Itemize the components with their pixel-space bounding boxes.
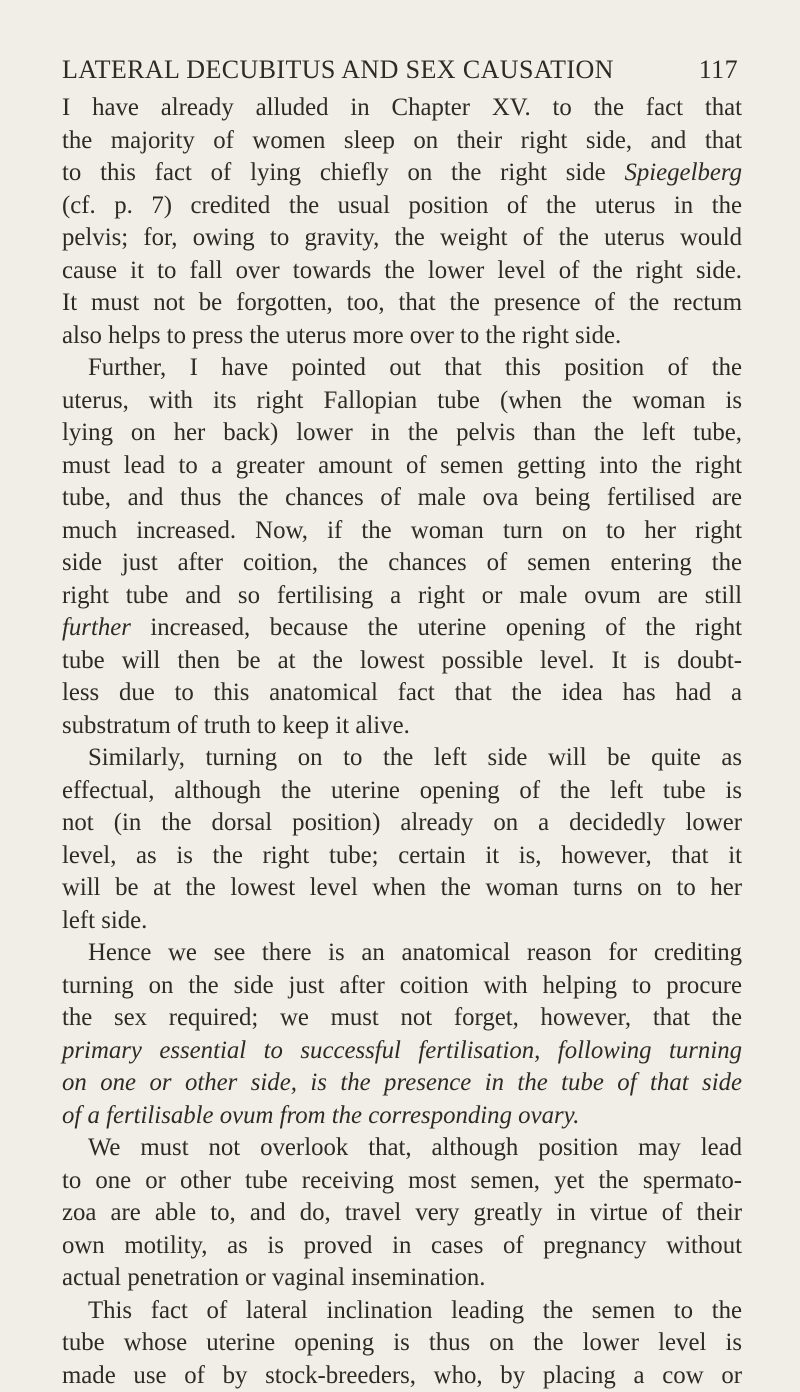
body-text <box>62 92 742 1392</box>
italic-text: further <box>62 614 131 641</box>
text-line <box>62 1295 742 1328</box>
text-line <box>62 807 742 840</box>
text-run: increased, because the uterine opening of the right <box>131 614 742 641</box>
running-head <box>62 52 738 88</box>
text-run: much increased. Now, if the woman turn on to her right <box>62 517 742 544</box>
text-run: will be at the lowest level when the woman turns on to her <box>62 874 742 901</box>
italic-text: of a fertilisable ovum from the corresponding ovary. <box>62 1102 579 1129</box>
text-run: It must not be forgotten, too, that the presence of the rectum <box>62 289 742 316</box>
text-run: the majority of women sleep on their right side, and that <box>62 127 742 154</box>
text-run: own motility, as is proved in cases of pregnancy without <box>62 1232 742 1259</box>
text-run: We must not overlook that, although position may lead <box>88 1134 742 1161</box>
text-line <box>62 872 742 905</box>
text-line <box>62 515 742 548</box>
italic-text: on one or other side, is the presence in the tube of that side <box>62 1069 742 1096</box>
text-run: the sex required; we must not forget, however, that the <box>62 1004 742 1031</box>
text-line <box>62 937 742 970</box>
text-run: tube whose uterine opening is thus on the lower level is <box>62 1329 742 1356</box>
text-line <box>62 1132 742 1165</box>
text-run: uterus, with its right Fallopian tube (when the woman is <box>62 387 742 414</box>
text-run: to this fact of lying chiefly on the right side <box>62 159 624 186</box>
text-line <box>62 287 742 320</box>
text-run: less due to this anatomical fact that the idea has had a <box>62 679 742 706</box>
text-line <box>62 580 742 613</box>
text-run: right tube and so fertilising a right or male ovum are still <box>62 582 742 609</box>
text-run: to one or other tube receiving most semen, yet the spermato- <box>62 1167 742 1194</box>
text-line <box>62 1165 742 1198</box>
text-run: pelvis; for, owing to gravity, the weight of the uterus would <box>62 224 742 251</box>
text-run: lying on her back) lower in the pelvis than the left tube, <box>62 419 742 446</box>
text-run: substratum of truth to keep it alive. <box>62 712 410 739</box>
text-run: not (in the dorsal position) already on a decidedly lower <box>62 809 742 836</box>
text-line <box>62 1327 742 1360</box>
text-line <box>62 645 742 678</box>
text-line <box>62 1360 742 1392</box>
text-line <box>62 1035 742 1068</box>
text-line <box>62 255 742 288</box>
text-line <box>62 1197 742 1230</box>
text-line <box>62 450 742 483</box>
text-run: effectual, although the uterine opening of the left tube is <box>62 777 742 804</box>
text-run: level, as is the right tube; certain it is, however, that it <box>62 842 742 869</box>
text-line <box>62 677 742 710</box>
text-run: left side. <box>62 907 147 934</box>
text-line <box>62 1230 742 1263</box>
text-run: actual penetration or vaginal insemination. <box>62 1264 485 1291</box>
text-run: Further, I have pointed out that this position of the <box>88 354 742 381</box>
text-line <box>62 190 742 223</box>
text-run: This fact of lateral inclination leading the semen to the <box>88 1297 742 1324</box>
running-head-title: LATERAL DECUBITUS AND SEX CAUSATION <box>62 52 614 88</box>
text-run: I have already alluded in Chapter XV. to the fact that <box>62 94 742 121</box>
text-line <box>62 547 742 580</box>
text-line <box>62 352 742 385</box>
text-run: (cf. p. 7) credited the usual position of the uterus in the <box>62 192 742 219</box>
text-run: Hence we see there is an anatomical reason for crediting <box>88 939 742 966</box>
text-line <box>62 1100 742 1133</box>
text-line <box>62 385 742 418</box>
text-run: side just after coition, the chances of semen entering the <box>62 549 742 576</box>
text-run: tube, and thus the chances of male ova being fertilised are <box>62 484 742 511</box>
italic-text: primary essential to successful fertilisation, following turning <box>62 1037 742 1064</box>
italic-text: Spiegelberg <box>624 159 742 186</box>
text-line <box>62 417 742 450</box>
text-line <box>62 482 742 515</box>
text-run: Similarly, turning on to the left side will be quite as <box>88 744 742 771</box>
text-run: made use of by stock-breeders, who, by placing a cow or <box>62 1362 742 1389</box>
text-line <box>62 320 742 353</box>
text-line <box>62 905 742 938</box>
text-run: must lead to a greater amount of semen getting into the right <box>62 452 742 479</box>
text-line <box>62 1262 742 1295</box>
text-run: cause it to fall over towards the lower level of the right side. <box>62 257 742 284</box>
text-line <box>62 125 742 158</box>
text-line <box>62 1067 742 1100</box>
text-line <box>62 92 742 125</box>
page-number: 117 <box>699 52 738 88</box>
text-run: zoa are able to, and do, travel very greatly in virtue of their <box>62 1199 742 1226</box>
text-line <box>62 710 742 743</box>
text-line <box>62 840 742 873</box>
text-line <box>62 775 742 808</box>
text-line <box>62 157 742 190</box>
text-line <box>62 1002 742 1035</box>
text-run: also helps to press the uterus more over to the right side. <box>62 322 621 349</box>
text-line <box>62 742 742 775</box>
text-line <box>62 222 742 255</box>
text-line <box>62 612 742 645</box>
text-line <box>62 970 742 1003</box>
text-run: turning on the side just after coition with helping to procure <box>62 972 742 999</box>
text-run: tube will then be at the lowest possible level. It is doubt- <box>62 647 742 674</box>
